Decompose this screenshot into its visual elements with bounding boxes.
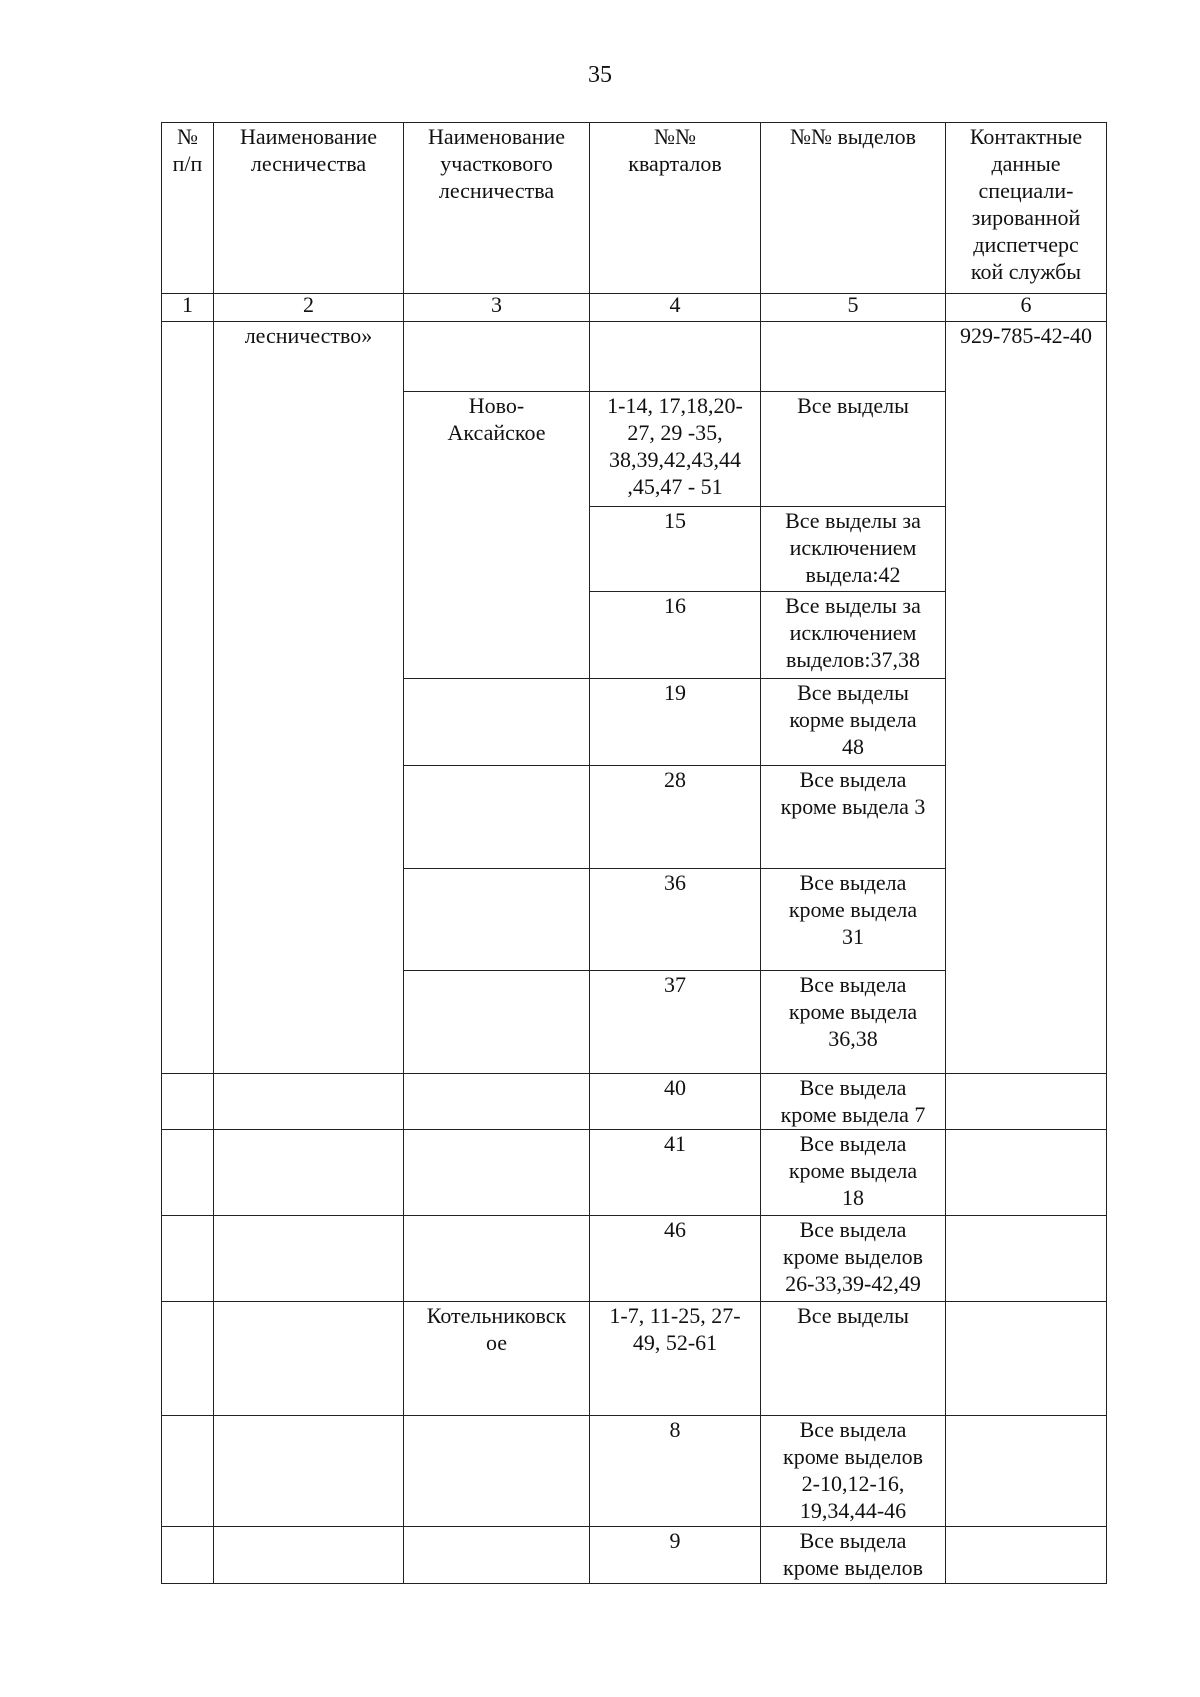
district-cell [404, 869, 590, 971]
parcels-cell: Все выдела кроме выдела 3 [761, 766, 946, 869]
district-cell [404, 971, 590, 1074]
quarters-cell: 37 [590, 971, 761, 1074]
quarters-cell [590, 322, 761, 392]
contact-cell [946, 1527, 1107, 1584]
column-number: 3 [404, 294, 590, 322]
district-cell [404, 1416, 590, 1527]
quarters-cell: 1-14, 17,18,20- 27, 29 -35, 38,39,42,43,44 ,45,47 - 51 [590, 392, 761, 507]
parcels-cell [761, 322, 946, 392]
header-forestry: Наименование лесничества [214, 123, 404, 294]
row-number-cell [162, 1074, 214, 1130]
column-number: 4 [590, 294, 761, 322]
header-number: № п/п [162, 123, 214, 294]
row-number-cell [162, 322, 214, 1074]
district-cell [404, 1130, 590, 1216]
district-cell [404, 1074, 590, 1130]
column-number: 5 [761, 294, 946, 322]
quarters-cell: 15 [590, 507, 761, 592]
forestry-cell [214, 1416, 404, 1527]
district-name: Котельниковск ое [404, 1302, 590, 1416]
parcels-cell: Все выделы за исключением выдела:42 [761, 507, 946, 592]
parcels-cell: Все выдела кроме выдела 18 [761, 1130, 946, 1216]
table-row [162, 1130, 1107, 1216]
quarters-cell: 36 [590, 869, 761, 971]
district-name: Ново- Аксайское [404, 392, 590, 679]
parcels-cell: Все выделы корме выдела 48 [761, 679, 946, 766]
quarters-cell: 1-7, 11-25, 27- 49, 52-61 [590, 1302, 761, 1416]
row-number-cell [162, 1216, 214, 1302]
table-row [162, 1074, 1107, 1130]
quarters-cell: 46 [590, 1216, 761, 1302]
parcels-cell: Все выдела кроме выдела 36,38 [761, 971, 946, 1074]
parcels-cell: Все выдела кроме выделов [761, 1527, 946, 1584]
parcels-cell: Все выдела кроме выдела 31 [761, 869, 946, 971]
forestry-cell [214, 1216, 404, 1302]
quarters-cell: 16 [590, 592, 761, 679]
parcels-cell: Все выделы за исключением выделов:37,38 [761, 592, 946, 679]
contact-cell [946, 1130, 1107, 1216]
header-row [162, 123, 1107, 294]
table-row [162, 1302, 1107, 1416]
table-row [162, 1527, 1107, 1584]
column-number: 1 [162, 294, 214, 322]
contact-cell [946, 1416, 1107, 1527]
column-number: 2 [214, 294, 404, 322]
forestry-cell [214, 1302, 404, 1416]
quarters-cell: 28 [590, 766, 761, 869]
parcels-cell: Все выдела кроме выделов 26-33,39-42,49 [761, 1216, 946, 1302]
contact-phone: 929-785-42-40 [946, 322, 1107, 1074]
column-number: 6 [946, 294, 1107, 322]
table-row [162, 1216, 1107, 1302]
header-parcels: №№ выделов [761, 123, 946, 294]
district-cell [404, 679, 590, 766]
district-cell [404, 322, 590, 392]
table-row [162, 1416, 1107, 1527]
row-number-cell [162, 1130, 214, 1216]
parcels-cell: Все выделы [761, 1302, 946, 1416]
column-number-row [162, 294, 1107, 322]
forestry-cell [214, 1074, 404, 1130]
contact-cell [946, 1074, 1107, 1130]
quarters-cell: 19 [590, 679, 761, 766]
quarters-cell: 41 [590, 1130, 761, 1216]
quarters-cell: 9 [590, 1527, 761, 1584]
forestry-cell [214, 1130, 404, 1216]
quarters-cell: 8 [590, 1416, 761, 1527]
parcels-cell: Все выдела кроме выделов 2-10,12-16, 19,34,44-46 [761, 1416, 946, 1527]
header-district-forestry: Наименование участкового лесничества [404, 123, 590, 294]
table-row [162, 322, 1107, 392]
contact-cell [946, 1302, 1107, 1416]
contact-cell [946, 1216, 1107, 1302]
quarters-cell: 40 [590, 1074, 761, 1130]
forestry-table [161, 122, 1107, 1584]
row-number-cell [162, 1416, 214, 1527]
page-number: 35 [588, 62, 612, 88]
row-number-cell [162, 1527, 214, 1584]
header-contacts: Контактные данные специали- зированной диспетчерс кой службы [946, 123, 1107, 294]
row-number-cell [162, 1302, 214, 1416]
district-cell [404, 1216, 590, 1302]
district-cell [404, 766, 590, 869]
forestry-name: лесничество» [214, 322, 404, 1074]
header-quarters: №№ кварталов [590, 123, 761, 294]
parcels-cell: Все выдела кроме выдела 7 [761, 1074, 946, 1130]
forestry-cell [214, 1527, 404, 1584]
parcels-cell: Все выделы [761, 392, 946, 507]
district-cell [404, 1527, 590, 1584]
